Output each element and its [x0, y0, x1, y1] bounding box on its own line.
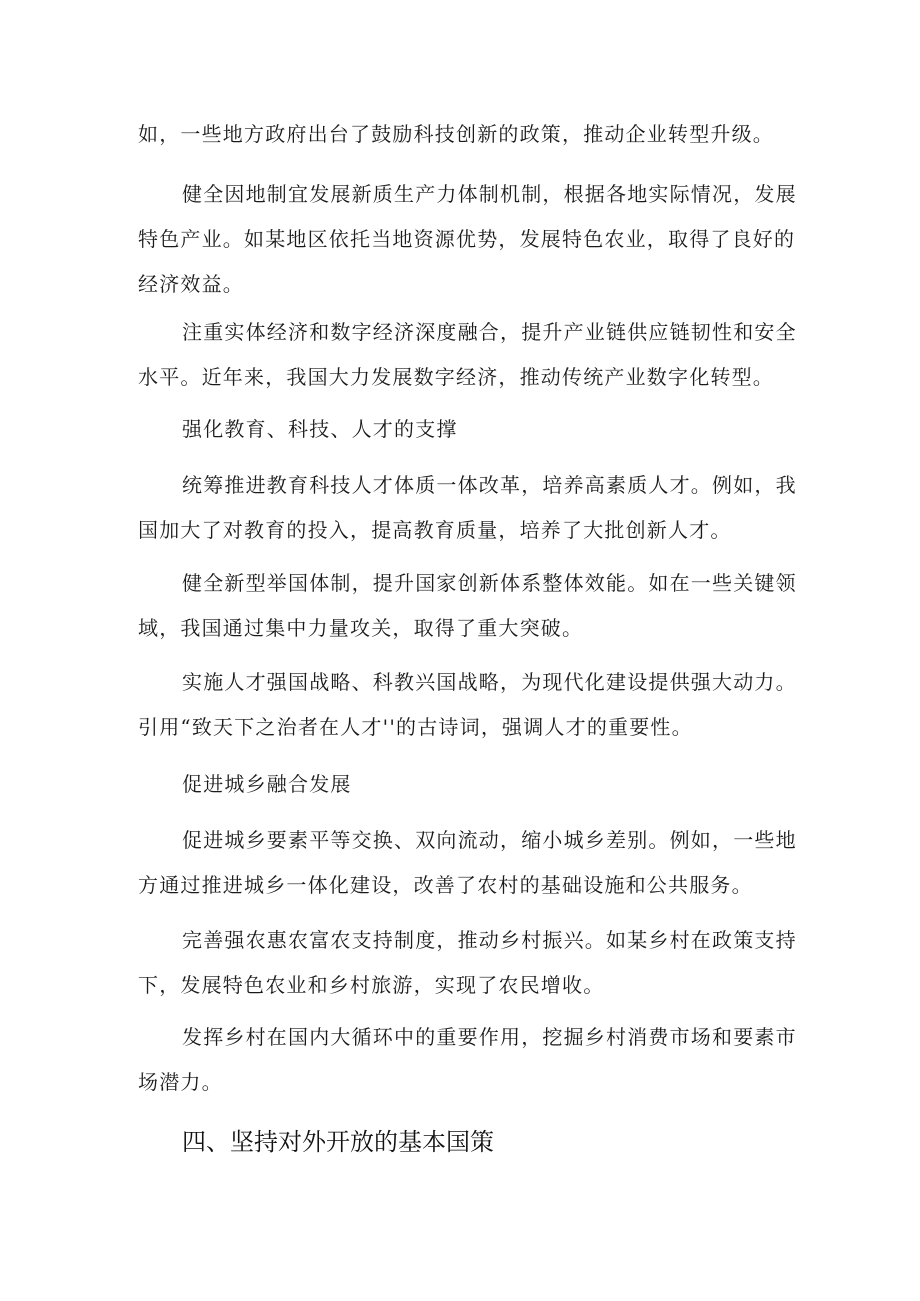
paragraph-5: 统筹推进教育科技人才体质一体改革，培养高素质人才。例如，我国加大了对教育的投入，提高教育质量，培养了大批创新人才。: [138, 473, 797, 542]
paragraph-7: 实施人才强国战略、科教兴国战略，为现代化建设提供强大动力。引用“致天下之治者在人才''的古诗词，强调人才的重要性。: [138, 670, 797, 739]
paragraph-3: 注重实体经济和数字经济深度融合，提升产业链供应链韧性和安全水平。近年来，我国大力发展数字经济，推动传统产业数字化转型。: [138, 320, 797, 389]
subheading-education: 强化教育、科技、人才的支撑: [182, 417, 458, 441]
paragraph-10: 完善强农惠农富农支持制度，推动乡村振兴。如某乡村在政策支持下，发展特色农业和乡村旅游，实现了农民增收。: [138, 928, 797, 997]
section-heading: 四、坚持对外开放的基本国策: [182, 1128, 494, 1156]
paragraph-1: 如，一些地方政府出台了鼓励科技创新的政策，推动企业转型升级。: [138, 122, 774, 146]
paragraph-11: 发挥乡村在国内大循环中的重要作用，挖掘乡村消费市场和要素市场潜力。: [138, 1025, 797, 1094]
subheading-urban-rural: 促进城乡融合发展: [182, 772, 352, 796]
paragraph-2: 健全因地制宜发展新质生产力体制机制，根据各地实际情况，发展特色产业。如某地区依托当地资源优势，发展特色农业，取得了良好的经济效益。: [138, 182, 797, 296]
paragraph-9: 促进城乡要素平等交换、双向流动，缩小城乡差别。例如，一些地方通过推进城乡一体化建设，改善了农村的基础设施和公共服务。: [138, 828, 797, 897]
paragraph-6: 健全新型举国体制，提升国家创新体系整体效能。如在一些关键领域，我国通过集中力量攻关，取得了重大突破。: [138, 571, 797, 640]
